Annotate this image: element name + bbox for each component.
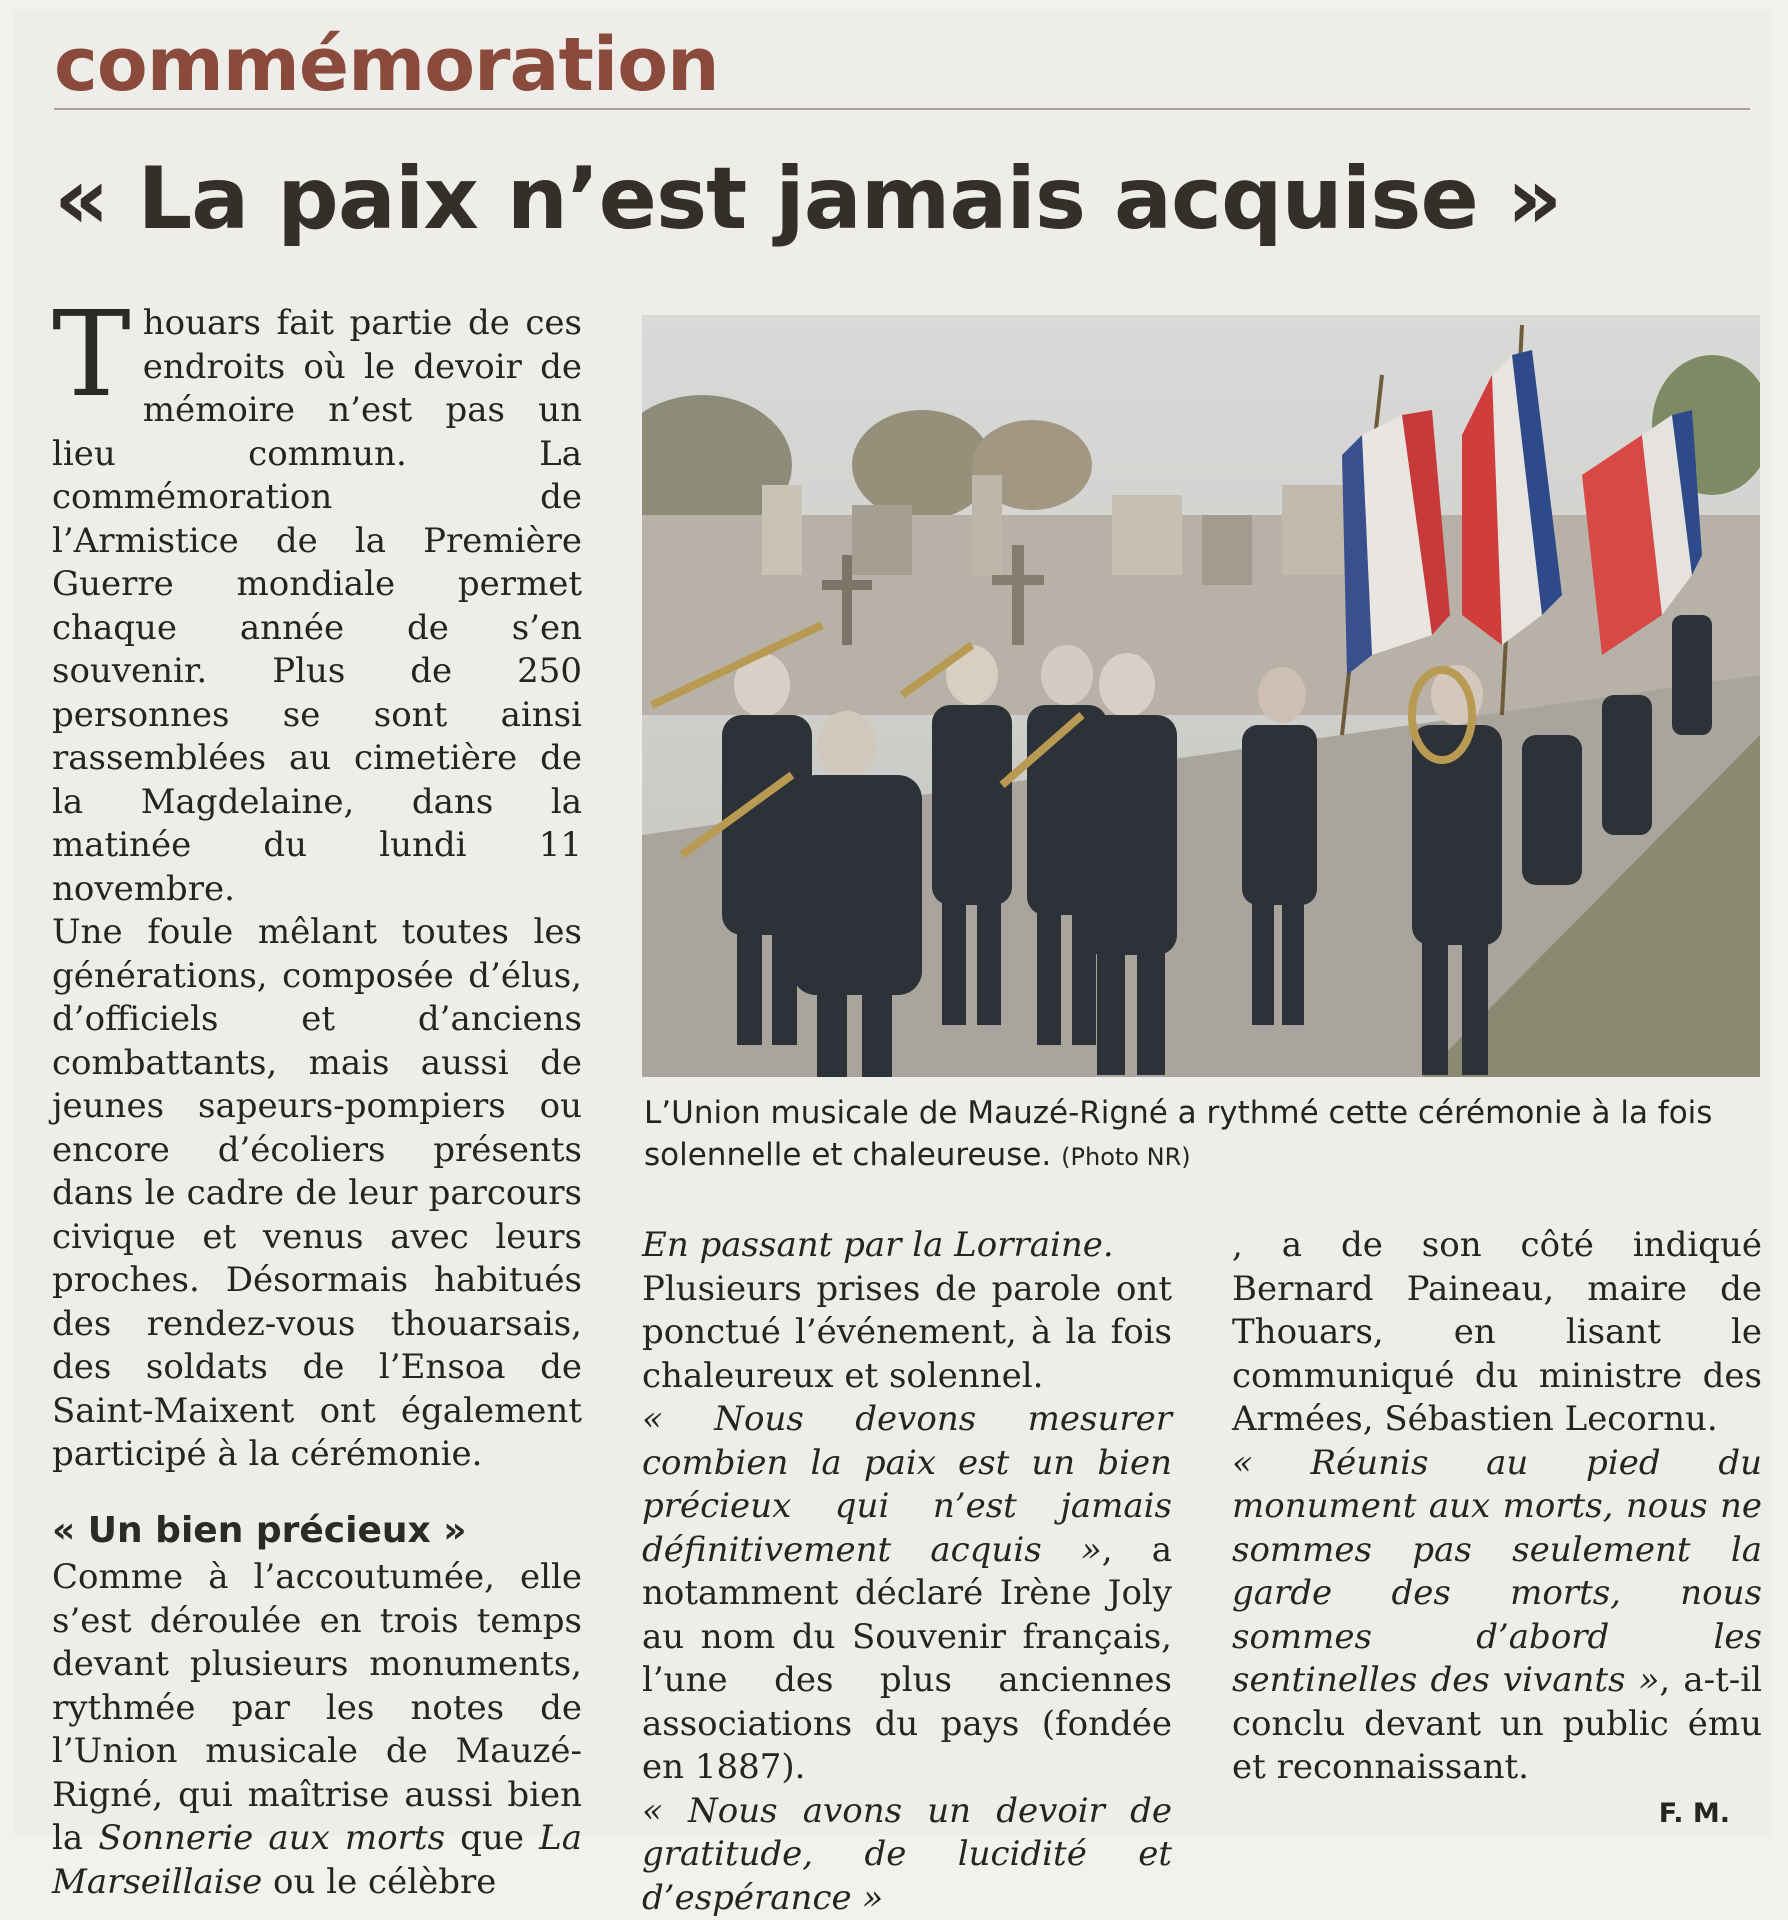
caption-text: L’Union musicale de Mauzé-Rigné a rythmé cette cérémonie à la fois solennelle et chaleureuse. [644,1095,1712,1173]
newspaper-page [14,10,1772,1836]
drop-cap: T [52,308,131,400]
quote-2-paragraph [642,1790,1172,1920]
quote-3-paragraph [1232,1442,1762,1790]
quote-1-paragraph [642,1398,1172,1790]
article-column-1 [52,302,582,1904]
paragraph-4: Plusieurs prises de parole ont ponctué l’événement, à la fois chaleureux et solennel. [642,1268,1172,1399]
rubric-rule [54,108,1750,110]
p3-title-sonnerie: Sonnerie aux morts [98,1818,445,1858]
paragraph-2: Une foule mêlant toutes les générations, composée d’élus, d’officiels et d’anciens combattants, mais aussi de jeunes sapeurs-pompiers ou encore d’écoliers présents dans le cadre de leur parcours civique et venus avec leurs proches. Désormais habitués des rendez-vous thouarsais, des soldats de l’Ensoa de Saint-Maixent ont également participé à la cérémonie. [52,911,582,1477]
intro-paragraph [52,302,582,911]
quote-2: « Nous avons un devoir de gratitude, de lucidité et d’espérance » [642,1791,1172,1918]
photo-illustration [642,315,1760,1077]
paragraph-3 [52,1556,582,1904]
paragraph-3-cont [642,1224,1172,1268]
quote-1: « Nous devons mesurer combien la paix est un bien précieux qui n’est jamais définitivement acquis » [642,1399,1172,1570]
section-rubric: commémoration [54,28,719,102]
p3-text-c: ou le célèbre [262,1862,496,1902]
author-signature: F. M. [1659,1798,1730,1829]
article-column-3 [1232,1224,1762,1790]
article-column-2 [642,1224,1172,1920]
p3-text-a: Comme à l’accoutumée, elle s’est déroulée en trois temps devant plusieurs monuments, rythmée par les notes de l’Union musicale de Mauzé-Rigné, qui maîtrise aussi bien la [52,1557,582,1858]
section-subhead: « Un bien précieux » [52,1509,582,1553]
quote-3-attribution: , a-t-il conclu devant un public ému et reconnaissant. [1232,1660,1762,1787]
intro-text: houars fait partie de ces endroits où le devoir de mémoire n’est pas un lieu commun. La commémoration de l’Armistice de la Première Guerre mondiale permet chaque année de s’en souvenir. Plus de 250 personnes se sont ainsi rassemblées au cimetière de la Magdelaine, dans la matinée du lundi 11 novembre. [52,303,582,909]
p3-title-lorraine: En passant par la Lorraine. [642,1225,1114,1265]
quote-3: « Réunis au pied du monument aux morts, nous ne sommes pas seulement la garde des morts, nous sommes d’abord les sentinelles des vivants » [1232,1443,1762,1701]
quote-1-attribution: , a notamment déclaré Irène Joly au nom du Souvenir français, l’une des plus anciennes associations du pays (fondée en 1887). [642,1530,1172,1788]
article-headline: « La paix n’est jamais acquise » [54,150,1754,249]
article-photo [642,315,1760,1077]
p3-title-marseillaise: La Marseillaise [52,1818,582,1902]
photo-credit: (Photo NR) [1061,1143,1190,1171]
photo-caption [644,1092,1754,1178]
quote-2-attribution: , a de son côté indiqué Bernard Paineau, maire de Thouars, en lisant le communiqué du ministre des Armées, Sébastien Lecornu. [1232,1224,1762,1442]
p3-text-b: que [445,1818,539,1858]
